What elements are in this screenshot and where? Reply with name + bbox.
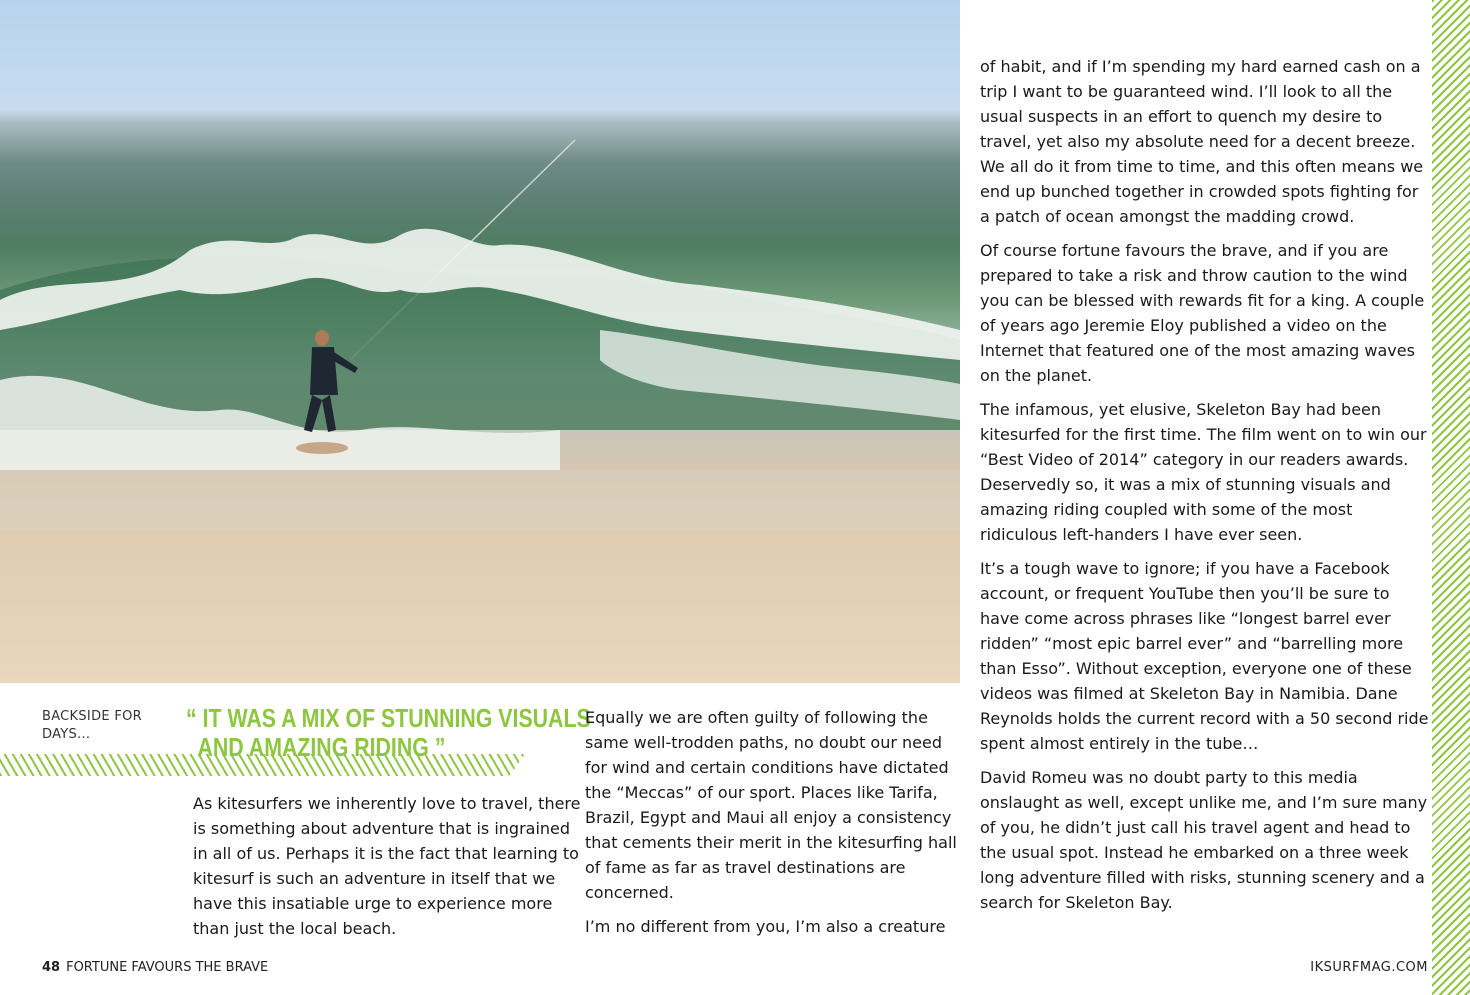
- decorative-stripe-right: [1432, 0, 1470, 995]
- paragraph: I’m no different from you, I’m also a creature: [585, 917, 946, 936]
- article-column-3: [980, 54, 1430, 924]
- article-column-1: [193, 791, 583, 950]
- paragraph: As kitesurfers we inherently love to travel, there is something about adventure that is ingrained in all of us. Perhaps it is the fact that learning to kitesurf is such an adventure in itself that we have this insatiable urge to experience more than just the local beach.: [193, 794, 581, 938]
- paragraph: Equally we are often guilty of following the same well-trodden paths, no doubt our need for wind and certain conditions have dictated the “Meccas” of our sport. Places like Tarifa, Brazil, Egypt and Maui all enjoy a consistency that cements their merit in the kitesurfing hall of fame as far as travel destinations are concerned.: [585, 708, 957, 902]
- photo-caption: BACKSIDE FOR DAYS...: [42, 709, 142, 742]
- site-url[interactable]: IKSURFMAG.COM: [1310, 960, 1428, 975]
- kitesurf-wave-photo: [0, 0, 960, 683]
- page-number: 48: [42, 960, 61, 975]
- pull-quote-line-1: “ IT WAS A MIX OF STUNNING VISUALS: [186, 703, 591, 733]
- pull-quote: [186, 703, 591, 762]
- wave-illustration: [0, 0, 960, 683]
- paragraph: of habit, and if I’m spending my hard earned cash on a trip I want to be guaranteed wind. I’ll look to all the usual suspects in an effort to quench my desire to travel, yet also my absolute need for a decent breeze. We all do it from time to time, and this often means we end up bunched together in crowded spots fighting for a patch of ocean amongst the madding crowd.: [980, 57, 1424, 226]
- paragraph: David Romeu was no doubt party to this media onslaught as well, except unlike me, and I’m sure many of you, he didn’t just call his travel agent and head to the usual spot. Instead he embarked on a three week long adventure filled with risks, stunning scenery and a search for Skeleton Bay.: [980, 768, 1428, 912]
- article-column-2: [585, 705, 965, 948]
- paragraph: It’s a tough wave to ignore; if you have a Facebook account, or frequent YouTube then you’ll be sure to have come across phrases like “longest barrel ever ridden” “most epic barrel ever” and “barrelling more than Esso”. Without exception, everyone one of these videos was filmed at Skeleton Bay in Namibia. Dane Reynolds holds the current record with a 50 second ride spent almost entirely in the tube…: [980, 559, 1429, 753]
- page-footer-left: [42, 960, 268, 975]
- pull-quote-line-2: AND AMAZING RIDING ”: [197, 732, 446, 762]
- paragraph: Of course fortune favours the brave, and if you are prepared to take a risk and throw caution to the wind you can be blessed with rewards fit for a king. A couple of years ago Jeremie Eloy published a video on the Internet that featured one of the most amazing waves on the planet.: [980, 241, 1425, 385]
- paragraph: The infamous, yet elusive, Skeleton Bay had been kitesurfed for the first time. The film went on to win our “Best Video of 2014” category in our readers awards. Deservedly so, it was a mix of stunning visuals and amazing riding coupled with some of the most ridiculous left-handers I have ever seen.: [980, 400, 1427, 544]
- section-title: FORTUNE FAVOURS THE BRAVE: [66, 960, 269, 975]
